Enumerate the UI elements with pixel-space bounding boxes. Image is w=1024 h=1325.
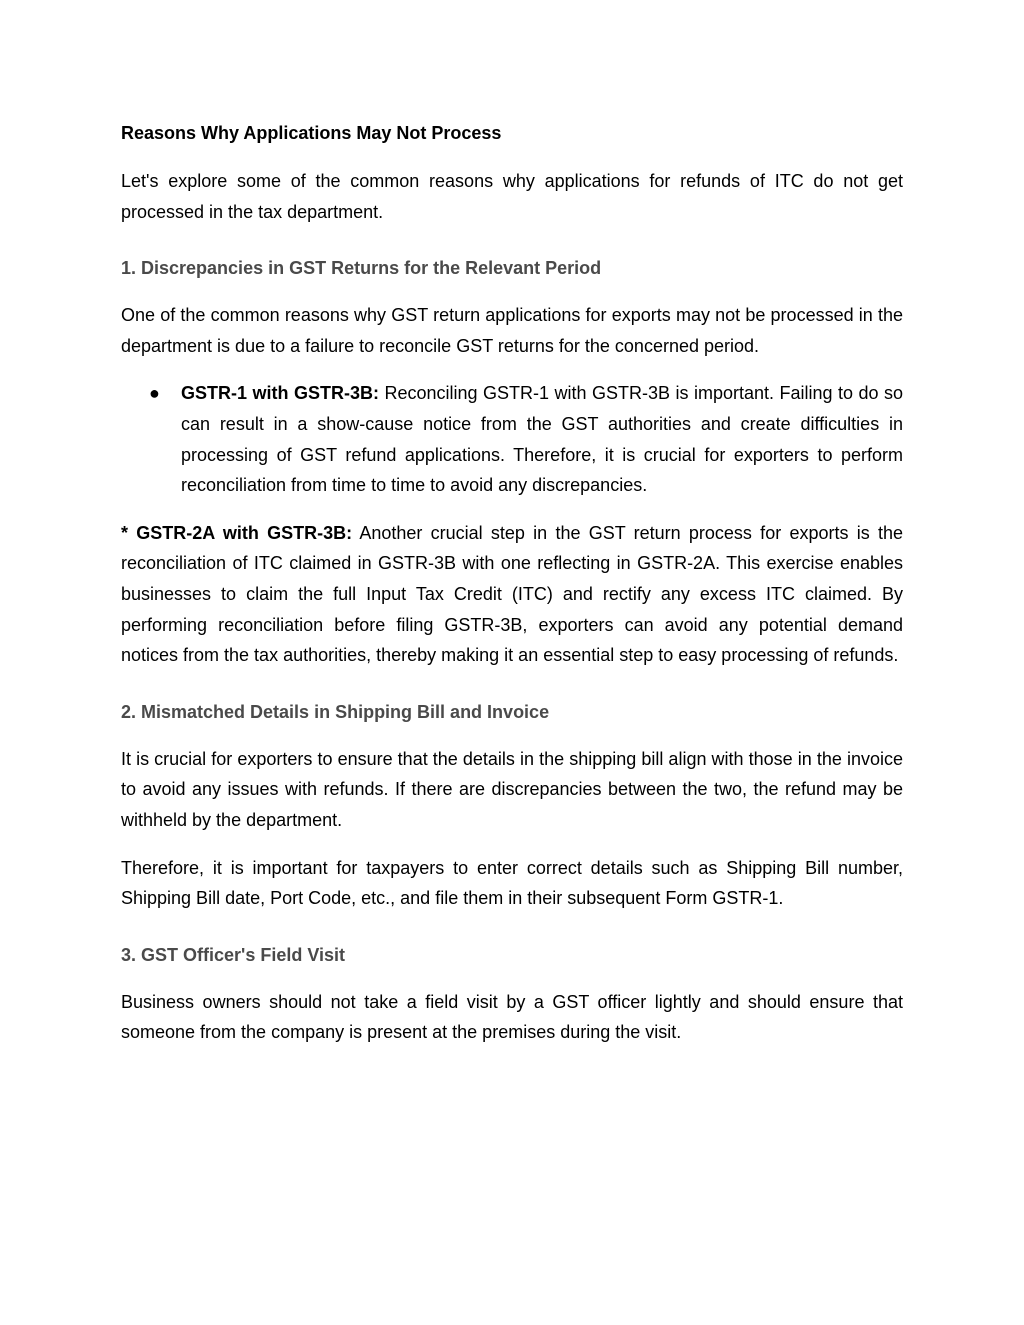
document-title: Reasons Why Applications May Not Process bbox=[121, 123, 502, 143]
intro-paragraph: Let's explore some of the common reasons why applications for refunds of ITC do not get processed in the tax department. bbox=[121, 171, 903, 222]
section-2-paragraph-1: It is crucial for exporters to ensure that the details in the shipping bill align with those in the invoice to avoid any issues with refunds. If there are discrepancies between the two, the refund may be withheld by the department. bbox=[121, 748, 903, 830]
section-3-paragraph: Business owners should not take a field visit by a GST officer lightly and should ensure that someone from the company is present at the premises during the visit. bbox=[121, 991, 903, 1043]
note-lead-text: * GSTR-2A with GSTR-3B: bbox=[121, 522, 353, 543]
bullet-dot-icon: ● bbox=[149, 383, 160, 404]
bullet-body-text: Reconciling GSTR-1 with GSTR-3B is important. Failing to do so can result in a show-cause notice from the GST authorities and create difficulties in processing of GST refund applications. Therefore, it is crucial for exporters to perform reconciliation from time to time to avoid any discrepancies. bbox=[181, 383, 903, 496]
section-1-bullet-list bbox=[121, 378, 903, 500]
section-3-heading: 3. GST Officer's Field Visit bbox=[121, 944, 346, 965]
bullet-lead-text: GSTR-1 with GSTR-3B: bbox=[181, 383, 379, 404]
section-1-paragraph: One of the common reasons why GST return applications for exports may not be processed in the department is due to a failure to reconcile GST returns for the concerned period. bbox=[121, 305, 903, 356]
note-body-text: Another crucial step in the GST return process for exports is the reconciliation of ITC claimed in GSTR-3B with one reflecting in GSTR-2A. This exercise enables businesses to claim the full Input Tax Credit (ITC) and rectify any excess ITC claimed. By performing reconciliation before filing GSTR-3B, exporters can avoid any potential demand notices from the tax authorities, thereby making it an essential step to easy processing of refunds. bbox=[121, 522, 903, 666]
bullet-item-gstr1-gstr3b bbox=[121, 378, 903, 500]
section-2-paragraph-2: Therefore, it is important for taxpayers to enter correct details such as Shipping Bill number, Shipping Bill date, Port Code, etc., and file them in their subsequent Form GSTR-1. bbox=[121, 857, 903, 909]
document-page bbox=[121, 118, 903, 1065]
section-2-heading: 2. Mismatched Details in Shipping Bill and Invoice bbox=[121, 701, 550, 722]
section-1-heading: 1. Discrepancies in GST Returns for the Relevant Period bbox=[121, 258, 602, 279]
note-gstr2a-gstr3b bbox=[121, 518, 903, 671]
